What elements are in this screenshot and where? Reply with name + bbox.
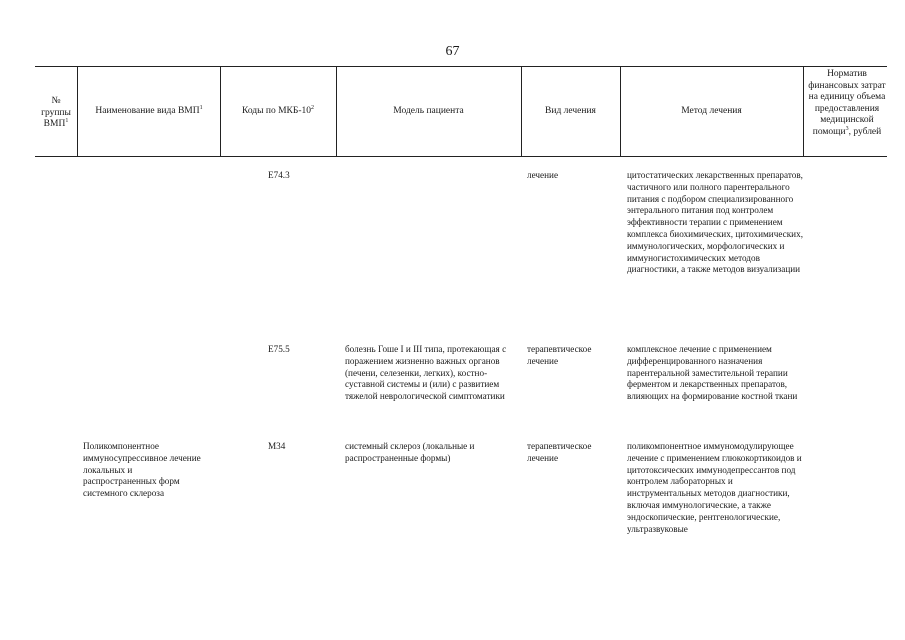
row-code: M34 [268, 441, 286, 451]
header-group-no: № группы ВМП$^1$ [41, 96, 71, 129]
row-patient-model: системный склероз (локальные и распространенные формы) [345, 441, 475, 463]
row-method: цитостатических лекарственных препаратов, частичного или полного парентерального питания с подбором специализированного энтерального питания под контролем эффективности терапии с применением комплекса биохимических, цитохимических, иммунологических, морфологических и иммуногистохимических методов диагностики, а также методов визуализации [627, 170, 803, 275]
row-treatment-type: лечение [527, 170, 559, 180]
column-divider [220, 66, 221, 156]
header-treatment-method: Метод лечения [681, 106, 742, 116]
column-divider [620, 66, 621, 156]
row-code: E74.3 [268, 170, 290, 180]
column-divider [77, 66, 78, 156]
header-cost-norm: Норматив финансовых затрат на единицу объема предоставления медицинской помощи$^3$, рублей [808, 69, 886, 137]
row-patient-model: болезнь Гоше I и III типа, протекающая с поражением жизненно важных органов (печени, селезенки, легких), костно-суставной системы и (или) с развитием тяжелой неврологической симптоматики [345, 344, 507, 402]
column-divider [336, 66, 337, 156]
row-method: комплексное лечение с применением дифференцированного назначения парентеральной заместительной терапии ферментом и лекарственных препаратов, влияющих на формирование костной ткани [627, 344, 798, 402]
column-divider [521, 66, 522, 156]
header-treatment-type: Вид лечения [545, 106, 596, 116]
header-mkb-codes: Коды по МКБ-$10^2$ [241, 104, 315, 116]
row-treatment-type: терапевтическое лечение [527, 344, 592, 366]
row-vmp-name: Поликомпонентное иммуносупрессивное лечение локальных и распространенных форм системного склероза [83, 441, 201, 499]
header-vmp-name: Наименование вида ВМП$^1$ [95, 104, 203, 116]
page-number: 67 [445, 44, 460, 59]
column-divider [803, 66, 804, 156]
row-code: E75.5 [268, 344, 290, 354]
row-treatment-type: терапевтическое лечение [527, 441, 592, 463]
header-top-border [35, 66, 887, 67]
header-patient-model: Модель пациента [393, 106, 464, 116]
row-method: поликомпонентное иммуномодулирующее лечение с применением глюкокортикоидов и цитотоксических иммунодепрессантов под контролем лабораторных и инструментальных методов диагностики, включая иммунологические, а также эндоскопические, рентгенологические, ультразвуковые [627, 441, 802, 534]
header-bottom-border [35, 156, 887, 157]
